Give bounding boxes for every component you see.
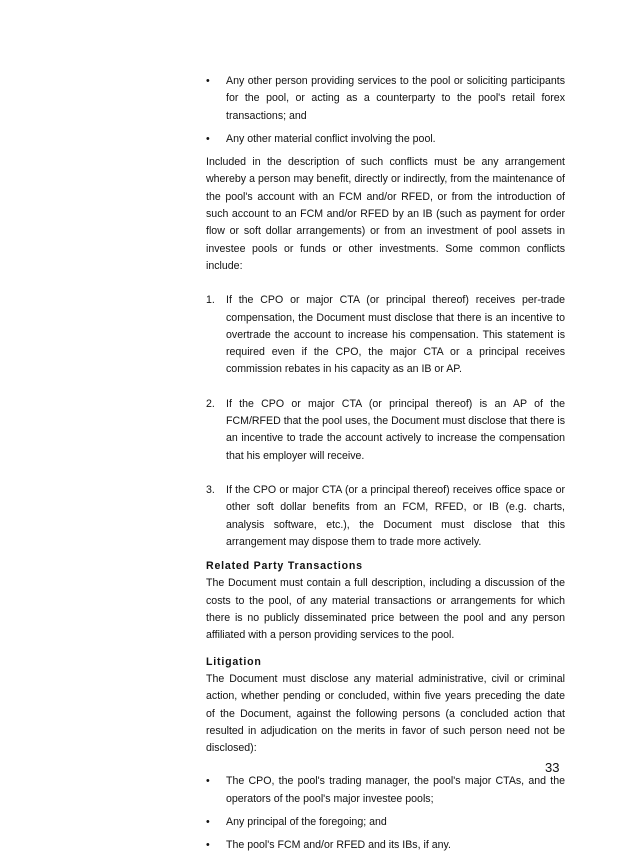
numbered-item <box>206 292 565 378</box>
bullet-text: The pool's FCM and/or RFED and its IBs, if any. <box>226 839 451 852</box>
bullet-marker: • <box>206 132 210 145</box>
item-text: If the CPO or major CTA (or principal thereof) is an AP of the FCM/RFED that the pool uses, the Document must disclose that there is an incentive to trade the account actively to increase the compensation that his employer will receive. <box>226 397 565 462</box>
list-item <box>206 131 565 148</box>
bullet-marker: • <box>206 75 210 87</box>
bullet-marker: • <box>206 815 210 828</box>
item-number: 2. <box>206 397 215 410</box>
conflicts-intro-paragraph: Included in the description of such conflicts must be any arrangement whereby a person may benefit, directly or indirectly, from the maintenance of the pool's account with an FCM and/or RFED, or from the introduction of such account to an FCM and/or RFED by an IB (such as payment for order flow or soft dollar arrangements) or from an investment of pool assets in investee pools or funds or other investments. Some common conflicts include: <box>206 156 565 272</box>
section-heading-related-party: Related Party Transactions <box>206 560 363 573</box>
list-item <box>206 73 565 125</box>
item-number: 1. <box>206 294 215 307</box>
bullet-text: The CPO, the pool's trading manager, the pool's major CTAs, and the operators of the pool's major investee pools; <box>226 775 565 805</box>
bullet-text: Any principal of the foregoing; and <box>226 815 387 828</box>
page-number: 33 <box>545 760 560 775</box>
numbered-item <box>206 482 565 551</box>
item-text: If the CPO or major CTA (or principal thereof) receives per-trade compensation, the Document must disclose that there is an incentive to overtrade the account to increase his compensation. This statement is required even if the CPO, the major CTA or a principal receives commission rebates in his capacity as an IB or AP. <box>226 294 565 376</box>
list-item <box>206 773 565 808</box>
numbered-item <box>206 396 565 465</box>
bullet-marker: • <box>206 775 210 788</box>
page-content <box>206 73 565 855</box>
related-party-paragraph: The Document must contain a full description, including a discussion of the costs to the pool, of any material transactions or arrangements for which there is no publicly disseminated price between the pool and any person affiliated with a person providing services to the pool. <box>206 577 565 642</box>
list-item <box>206 814 565 831</box>
list-item <box>206 837 565 854</box>
section-heading-litigation: Litigation <box>206 655 262 668</box>
bullet-text: Any other person providing services to the pool or soliciting participants for the pool, or acting as a counterparty to the pool's retail forex transactions; and <box>226 75 565 122</box>
bullet-text: Any other material conflict involving the pool. <box>226 132 436 145</box>
item-number: 3. <box>206 483 215 496</box>
item-text: If the CPO or major CTA (or a principal thereof) receives office space or other soft dollar benefits from an FCM, RFED, or IB (e.g. charts, analysis software, etc.), the Document must disclose that this arrangement may dispose them to trade more actively. <box>226 483 565 548</box>
litigation-paragraph: The Document must disclose any material administrative, civil or criminal action, whether pending or concluded, within five years preceding the date of the Document, against the following persons (a concluded action that resulted in adjudication on the merits in favor of such person need not be disclosed): <box>206 672 565 755</box>
bullet-marker: • <box>206 839 210 852</box>
